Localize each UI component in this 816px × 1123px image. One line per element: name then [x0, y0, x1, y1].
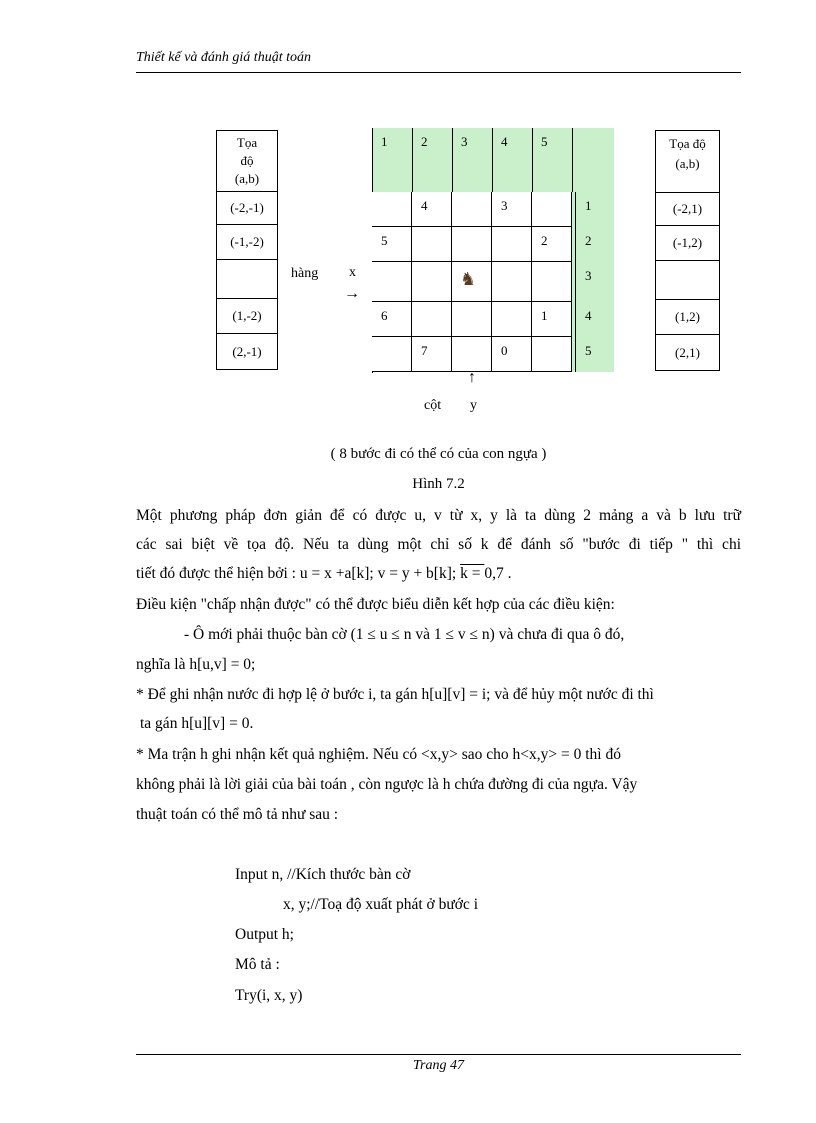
right-table-header-line: Tọa độ: [669, 136, 706, 151]
figure-number: Hình 7.2: [412, 476, 465, 492]
body-line: thuật toán có thể mô tả như sau :: [136, 806, 339, 823]
board-cell: [452, 192, 492, 227]
up-arrow-icon: ↑: [468, 369, 476, 386]
body-line: Điều kiện "chấp nhận được" có thể được biểu diễn kết hợp của các điều kiện:: [136, 596, 615, 613]
header-rule: [136, 72, 741, 73]
board-cell: [452, 337, 492, 372]
algo-desc: Mô tả :: [235, 956, 280, 973]
col-number: 3: [452, 128, 492, 192]
board-cell: [372, 337, 412, 372]
right-table-cell: (-2,1): [656, 193, 720, 226]
right-table-header-line: (a,b): [675, 156, 700, 171]
y-label: y: [470, 398, 477, 413]
left-table-header-line: Tọa: [236, 135, 258, 150]
body-line: các sai biệt về tọa độ. Nếu ta dùng một chỉ số k để đánh số "bước đi tiếp " thì chi: [136, 536, 741, 553]
board-cell: 5: [372, 227, 412, 262]
formula-text: tiết đó được thể hiện bởi : u = x +a[k]; v = y + b[k];: [136, 565, 461, 582]
body-line: Một phương pháp đơn giản để có được u, v từ x, y là ta dùng 2 mảng a và b lưu trữ: [136, 507, 741, 524]
board-cell: 2: [532, 227, 572, 262]
figure-caption: ( 8 bước đi có thể có của con ngựa ): [330, 446, 547, 462]
algo-xy: x, y;//Toạ độ xuất phát ở bước i: [283, 896, 479, 913]
board-cell: [452, 227, 492, 262]
board-cell: [532, 262, 572, 302]
left-table-header-line: độ: [240, 153, 254, 168]
row-number: 1: [576, 192, 614, 227]
board-cell: 4: [412, 192, 452, 227]
row-number: 5: [576, 337, 614, 372]
col-number: 4: [492, 128, 532, 192]
running-header: Thiết kế và đánh giá thuật toán: [136, 50, 311, 65]
header-divider: [372, 128, 373, 192]
left-coordinate-table: [216, 130, 278, 370]
left-table-cell: (2,-1): [217, 334, 278, 370]
right-table-cell: (1,2): [656, 300, 720, 335]
left-table-cell: [217, 260, 278, 299]
row-band-divider: [575, 192, 576, 372]
board-cell: [412, 227, 452, 262]
left-table-cell: (1,-2): [217, 299, 278, 334]
board-cell: [412, 302, 452, 337]
body-line: ta gán h[u][v] = 0.: [140, 715, 254, 732]
board-cell: [372, 262, 412, 302]
right-table-cell: [656, 261, 720, 300]
knight-icon: ♞: [452, 262, 492, 302]
left-table-header-line: (a,b): [234, 171, 260, 186]
board-cell: [492, 262, 532, 302]
page-number: Trang 47: [413, 1058, 464, 1073]
board-cell: 0: [492, 337, 532, 372]
footer-rule: [136, 1054, 741, 1055]
header-divider: [452, 128, 453, 192]
algo-input: Input n, //Kích thước bàn cờ: [235, 866, 411, 883]
board-cell: 6: [372, 302, 412, 337]
body-line: không phải là lời giải của bài toán , còn ngược là h chứa đường đi của ngựa. Vậy: [136, 776, 638, 793]
board-cell: 7: [412, 337, 452, 372]
body-line: - Ô mới phải thuộc bàn cờ (1 ≤ u ≤ n và 1 ≤ v ≤ n) và chưa đi qua ô đó,: [184, 626, 625, 643]
k-overline: k =: [460, 565, 485, 582]
right-arrow-icon: →: [344, 285, 360, 302]
green-corner: [572, 128, 614, 192]
header-divider: [412, 128, 413, 192]
col-label: cột: [424, 398, 442, 413]
body-line: nghĩa là h[u,v] = 0;: [136, 656, 256, 673]
right-table-cell: (-1,2): [656, 226, 720, 261]
right-coordinate-table: [655, 130, 720, 371]
header-divider: [532, 128, 533, 192]
board-cell: 3: [492, 192, 532, 227]
col-number: 1: [372, 128, 412, 192]
board-cell: [452, 302, 492, 337]
board-cell: [492, 302, 532, 337]
header-divider: [572, 128, 573, 192]
left-table-cell: (-2,-1): [217, 192, 278, 225]
header-divider: [492, 128, 493, 192]
body-line: * Để ghi nhận nước đi hợp lệ ở bước i, ta gán h[u][v] = i; và để hủy một nước đi thì: [136, 686, 654, 703]
board-cell: 1: [532, 302, 572, 337]
body-line-formula: [136, 559, 741, 588]
col-number: 2: [412, 128, 452, 192]
algo-try: Try(i, x, y): [235, 987, 303, 1004]
row-number: 4: [576, 302, 614, 337]
x-label: x: [349, 265, 356, 280]
body-line: * Ma trận h ghi nhận kết quả nghiệm. Nếu có <x,y> sao cho h<x,y> = 0 thì đó: [136, 746, 621, 763]
board-cell: [372, 192, 412, 227]
algo-output: Output h;: [235, 926, 294, 943]
left-table-header: [217, 131, 278, 192]
row-label: hàng: [291, 266, 319, 281]
right-table-cell: (2,1): [656, 335, 720, 371]
board-cell: [532, 337, 572, 372]
left-table-cell: (-1,-2): [217, 225, 278, 260]
board-cell: [532, 192, 572, 227]
right-table-header: [656, 131, 720, 193]
board-cell: [492, 227, 532, 262]
board-cell: [412, 262, 452, 302]
range-text: 0,7 .: [484, 565, 512, 582]
row-number: 2: [576, 227, 614, 262]
col-number: 5: [532, 128, 572, 192]
row-number: 3: [576, 262, 614, 302]
